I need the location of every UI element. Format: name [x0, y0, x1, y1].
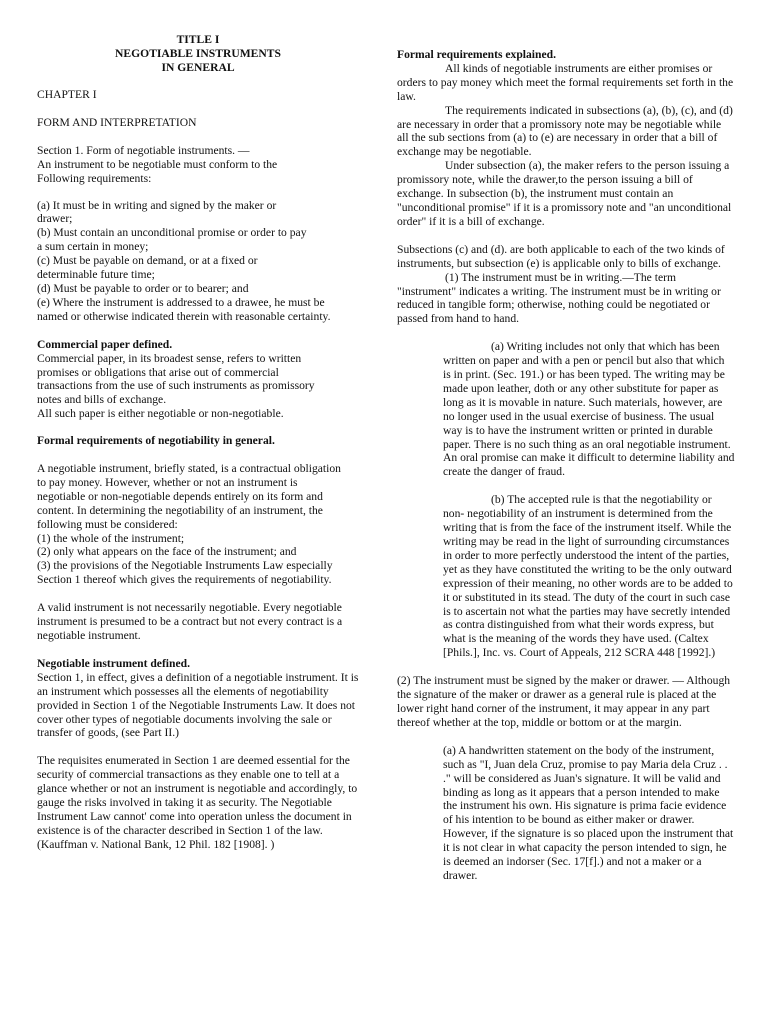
title-line-3: IN GENERAL [161, 61, 235, 74]
negotiable-instrument-body: Section 1, in effect, gives a definition of a negotiable instrument. It is an instrument which possesses all the elements of negotiability provided in Section 1 of the Negotiable Instruments Law. It does not cover other types of negotiable documents involving the sale or transfer of goods, (see Part II.) [37, 670, 359, 740]
formal-requirements-heading: Formal requirements of negotiability in general. [37, 434, 275, 448]
requirement-b: (b) Must contain an unconditional promise or order to pay a sum certain in money; [37, 226, 307, 254]
formal-requirement-1: (1) the whole of the instrument; [37, 531, 185, 545]
subsections-paragraph: Subsections (c) and (d). are both applicable to each of the two kinds of instruments, but subsection (e) is applicable only to bills of exchange. [397, 242, 725, 270]
right-column [397, 0, 735, 883]
requirement-d: (d) Must be payable to order or to bearer; and [37, 281, 249, 295]
signature-note-a [443, 744, 735, 883]
requirement-e: (e) Where the instrument is addressed to a drawee, he must be named or otherwise indicated therein with reasonable certainty. [37, 295, 331, 323]
left-column [37, 0, 359, 852]
section-1-body: An instrument to be negotiable must conform to the Following requirements: [37, 157, 278, 185]
requisites-paragraph: The requisites enumerated in Section 1 are deemed essential for the security of commercial transactions as they enable one to tell at a glance whether or not an instrument is negotiable and accordingly, to gauge the risks involved in taking it as security. The Negotiable Instrument Law cannot' come into operation unless the document in existence is of the character described in Section 1 of the law. (Kauffman v. National Bank, 12 Phil. 182 [1908]. ) [37, 754, 358, 851]
title-line-1: TITLE I [176, 33, 220, 46]
writing-note-b-text: (b) The accepted rule is that the negotiability or non- negotiability of an instrument is determined from the writing that is from the face of the instrument itself. While the writing may be read in the light of surrounding circumstances in order to more perfectly understood the intent of the parties, yet as they have constituted the writing to be the only outward expression of their meaning, no other words are to be added to it or substituted in its stead. The duty of the court in such case is to ascertain not what the parties may have secretly intended as contra distinguished from what their words express, but what is the meaning of the words they have used. (Caltex [Phils.], Inc. vs. Court of Appeals, 212 SCRA 448 [1992].) [443, 493, 733, 660]
chapter-heading: CHAPTER I [37, 88, 97, 101]
signature-requirement-paragraph: (2) The instrument must be signed by the maker or drawer. — Although the signature of the maker or drawer as a general rule is placed at the lower right hand corner of the instrument, it may appear in any part thereof whether at the top, middle or bottom or at the margin. [397, 674, 731, 729]
negotiable-instrument-heading: Negotiable instrument defined. [37, 656, 190, 670]
commercial-paper-body-2: All such paper is either negotiable or non-negotiable. [37, 407, 284, 421]
title-block [37, 33, 359, 75]
valid-instrument-paragraph: A valid instrument is not necessarily negotiable. Every negotiable instrument is presumed to be a contract but not every contract is a negotiable instrument. [37, 601, 343, 642]
commercial-paper-heading: Commercial paper defined. [37, 337, 173, 351]
explained-paragraph-3: Under subsection (a), the maker refers to the person issuing a promissory note, while the drawer,to the person issuing a bill of exchange. In subsection (b), the instrument must contain an "unconditional promise" if it is a promissory note and "an unconditional order" if it is a bill of exchange. [397, 159, 732, 228]
section-1-heading: Section 1. Form of negotiable instruments. — [37, 143, 250, 157]
formal-requirements-explained-heading: Formal requirements explained. [397, 48, 556, 61]
requirement-c: (c) Must be payable on demand, or at a fixed or determinable future time; [37, 254, 258, 282]
writing-note-a-text: (a) Writing includes not only that which has been written on paper and with a pen or pencil but also that which is in print. (Sec. 191.) or has been typed. The writing may be made upon leather, doth or any other substitute for paper as long as it is movable in nature. Such materials, however, are no longer used in the usual exercise of business. The usual way is to have the instrument written or printed in durable paper. There is no such thing as an oral negotiable instrument. An oral promise can make it difficult to determine liability and create the danger of fraud. [443, 340, 735, 479]
formal-requirement-2: (2) only what appears on the face of the instrument; and [37, 545, 297, 559]
commercial-paper-body: Commercial paper, in its broadest sense, refers to written promises or obligations that arise out of commercial transactions from the use of such instruments as promissory notes and bills of exchange. [37, 351, 315, 407]
explained-paragraph-1: All kinds of negotiable instruments are either promises or orders to pay money which meet the formal requirements set forth in the law. [397, 61, 734, 103]
requirement-a: (a) It must be in writing and signed by the maker or drawer; [37, 198, 277, 226]
title-line-2: NEGOTIABLE INSTRUMENTS [115, 47, 281, 60]
writing-note-a [443, 340, 735, 479]
writing-note-b [443, 493, 735, 660]
chapter-subheading: FORM AND INTERPRETATION [37, 115, 197, 129]
signature-note-a-text: (a) A handwritten statement on the body of the instrument, such as "I, Juan dela Cruz, promise to pay Maria dela Cruz . . ." will be considered as Juan's signature. It will be valid and binding as long as it appears that a person intended to make the instrument his own. His signature is prima facie evidence of his intention to be bound as either maker or drawer. However, if the signature is so placed upon the instrument that it is not clear in what capacity the person intended to sign, he is deemed an indorser (Sec. 17[f].) and not a maker or a drawer. [443, 743, 734, 882]
formal-requirements-body: A negotiable instrument, briefly stated, is a contractual obligation to pay money. However, whether or not an instrument is negotiable or non-negotiable depends entirely on its form and content. In determining the negotiability of an instrument, the following must be considered: [37, 462, 341, 531]
explained-paragraph-2: The requirements indicated in subsections (a), (b), (c), and (d) are necessary in order that a promissory note may be negotiable while all the sub sections from (a) to (e) are necessary in order that a bill of exchange may be negotiable. [397, 103, 733, 159]
formal-requirement-3: (3) the provisions of the Negotiable Instruments Law especially Section 1 thereof which gives the requirements of negotiability. [37, 559, 333, 587]
writing-requirement-paragraph: (1) The instrument must be in writing.—The term "instrument" indicates a writing. The instrument must be in writing or reduced in tangible form; otherwise, nothing could be negotiated or passed from hand to hand. [397, 270, 721, 326]
